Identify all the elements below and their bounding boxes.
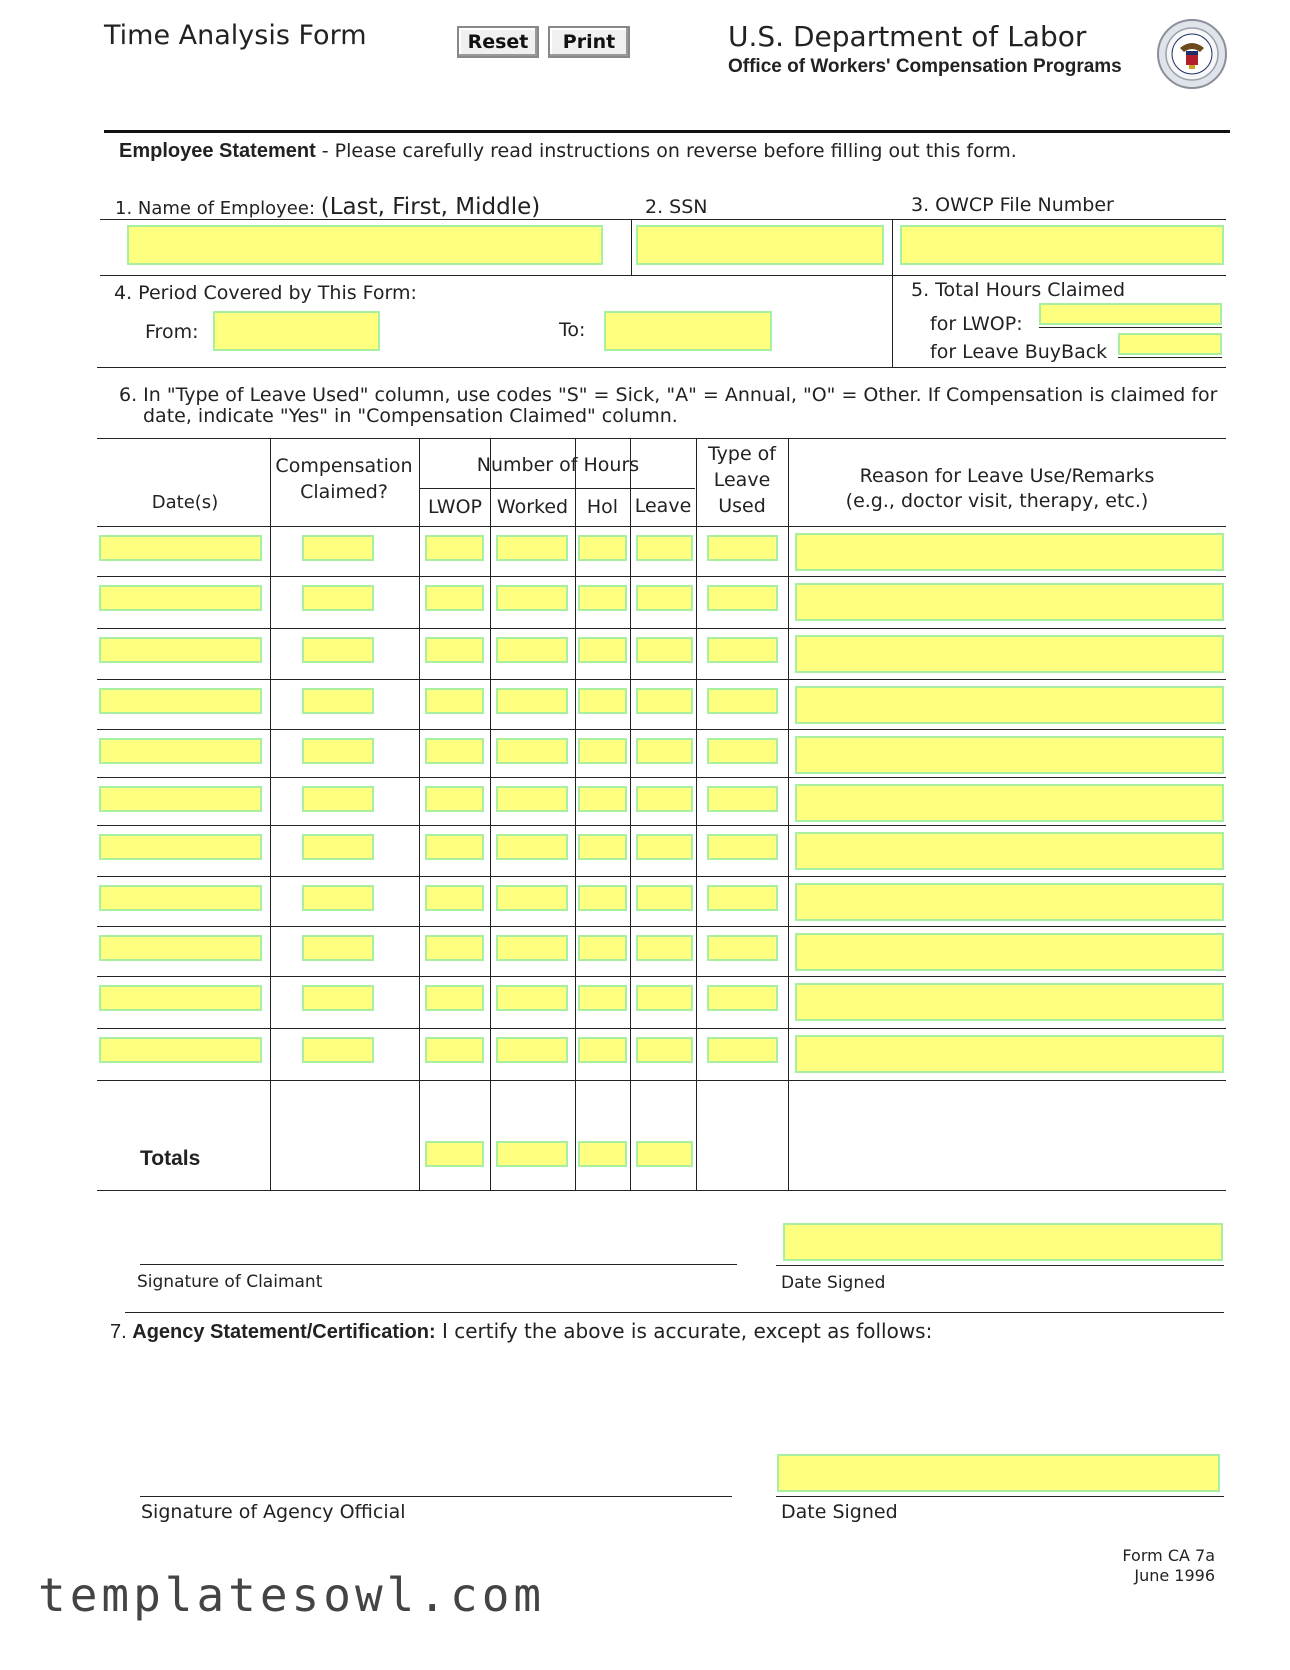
period-label: 4. Period Covered by This Form: <box>114 282 417 304</box>
worked-hours-cell[interactable] <box>496 535 568 561</box>
column-divider <box>788 438 789 1190</box>
row-divider <box>97 825 1226 826</box>
agency-statement-title: Agency Statement/Certification: <box>132 1321 436 1343</box>
type-of-leave-field[interactable] <box>707 985 778 1011</box>
leave-hours-cell[interactable] <box>636 738 693 764</box>
type-of-leave-field[interactable] <box>707 834 778 860</box>
reason-remarks-field[interactable] <box>795 933 1224 971</box>
lwop-hours-cell[interactable] <box>425 786 484 812</box>
claimant-date-signed-field[interactable] <box>783 1223 1223 1261</box>
row-divider <box>97 576 1226 577</box>
row-divider <box>97 679 1226 680</box>
leave-hours-cell[interactable] <box>636 1037 693 1063</box>
type-of-leave-field[interactable] <box>707 786 778 812</box>
type-of-leave-field[interactable] <box>707 935 778 961</box>
total-hol-field[interactable] <box>578 1141 627 1167</box>
total-lwop-field[interactable] <box>425 1141 484 1167</box>
type-of-leave-field[interactable] <box>707 637 778 663</box>
col-header-type-3: Used <box>718 495 766 517</box>
reason-remarks-field[interactable] <box>795 736 1224 774</box>
date-field[interactable] <box>99 637 262 663</box>
reason-remarks-field[interactable] <box>795 1035 1224 1073</box>
rule <box>140 1496 732 1497</box>
compensation-claimed-field[interactable] <box>302 834 374 860</box>
compensation-claimed-field[interactable] <box>302 786 374 812</box>
worked-hours-cell[interactable] <box>496 885 568 911</box>
hol-hours-cell[interactable] <box>578 688 627 714</box>
name-hint: (Last, First, Middle) <box>320 194 541 220</box>
row-divider <box>97 876 1226 877</box>
col-header-dates: Date(s) <box>151 492 219 513</box>
compensation-claimed-field[interactable] <box>302 985 374 1011</box>
hol-hours-cell[interactable] <box>578 637 627 663</box>
owcp-label: 3. OWCP File Number <box>911 194 1114 216</box>
compensation-claimed-field[interactable] <box>302 935 374 961</box>
row-divider <box>97 729 1226 730</box>
column-divider <box>575 438 576 1190</box>
col-header-worked: Worked <box>496 496 569 518</box>
compensation-claimed-field[interactable] <box>302 885 374 911</box>
col-header-lwop: LWOP <box>427 496 483 518</box>
lwop-hours-cell[interactable] <box>425 985 484 1011</box>
instructions-line-1: 6. In "Type of Leave Used" column, use codes "S" = Sick, "A" = Annual, "O" = Other. If Compensation is claimed for <box>119 384 1218 406</box>
agency-statement <box>110 1319 932 1344</box>
rule <box>776 1496 1224 1497</box>
reason-remarks-field[interactable] <box>795 983 1224 1021</box>
type-of-leave-field[interactable] <box>707 885 778 911</box>
date-field[interactable] <box>99 585 262 611</box>
lwop-hours-cell[interactable] <box>425 535 484 561</box>
date-field[interactable] <box>99 786 262 812</box>
lwop-hours-cell[interactable] <box>425 738 484 764</box>
form-number: Form CA 7a <box>1122 1546 1215 1565</box>
reason-remarks-field[interactable] <box>795 686 1224 724</box>
date-field[interactable] <box>99 535 262 561</box>
date-field[interactable] <box>99 1037 262 1063</box>
rule <box>125 1312 1224 1313</box>
leave-hours-cell[interactable] <box>636 885 693 911</box>
reason-remarks-field[interactable] <box>795 635 1224 673</box>
column-divider <box>270 438 271 1190</box>
leave-hours-cell[interactable] <box>636 935 693 961</box>
form-title: Time Analysis Form <box>104 20 367 51</box>
date-field[interactable] <box>99 688 262 714</box>
col-header-comp-2: Claimed? <box>300 481 388 503</box>
worked-hours-cell[interactable] <box>496 985 568 1011</box>
worked-hours-cell[interactable] <box>496 786 568 812</box>
hol-hours-cell[interactable] <box>578 535 627 561</box>
employee-statement-title: Employee Statement <box>119 140 316 162</box>
row-divider <box>97 926 1226 927</box>
reason-remarks-field[interactable] <box>795 883 1224 921</box>
total-leave-field[interactable] <box>636 1141 693 1167</box>
leave-hours-cell[interactable] <box>636 834 693 860</box>
worked-hours-cell[interactable] <box>496 637 568 663</box>
claimant-signature-label: Signature of Claimant <box>137 1272 323 1292</box>
rule <box>776 1265 1224 1266</box>
leave-hours-cell[interactable] <box>636 535 693 561</box>
date-field[interactable] <box>99 885 262 911</box>
col-header-hours: Number of Hours <box>476 454 640 476</box>
hol-hours-cell[interactable] <box>578 935 627 961</box>
column-divider <box>696 438 697 1190</box>
office-name: Office of Workers' Compensation Programs <box>728 56 1122 77</box>
row-divider <box>97 628 1226 629</box>
column-divider <box>490 438 491 1190</box>
print-button[interactable]: Print <box>548 26 630 58</box>
to-label: To: <box>559 319 586 341</box>
buyback-hours-label: for Leave BuyBack <box>930 341 1108 363</box>
compensation-claimed-field[interactable] <box>302 738 374 764</box>
row-divider <box>97 1028 1226 1029</box>
table-bottom-rule <box>97 1190 1226 1191</box>
reason-remarks-field[interactable] <box>795 583 1224 621</box>
date-field[interactable] <box>99 834 262 860</box>
col-header-reason-2: (e.g., doctor visit, therapy, etc.) <box>845 490 1149 512</box>
lwop-hours-label: for LWOP: <box>930 313 1023 335</box>
worked-hours-cell[interactable] <box>496 935 568 961</box>
col-header-reason-1: Reason for Leave Use/Remarks <box>859 465 1155 487</box>
worked-hours-cell[interactable] <box>496 688 568 714</box>
date-field[interactable] <box>99 738 262 764</box>
total-worked-field[interactable] <box>496 1141 568 1167</box>
type-of-leave-field[interactable] <box>707 688 778 714</box>
row-divider <box>97 777 1226 778</box>
name-label-text: 1. Name of Employee: <box>115 198 316 219</box>
date-field[interactable] <box>99 985 262 1011</box>
form-date: June 1996 <box>1134 1566 1215 1585</box>
ssn-label: 2. SSN <box>645 196 708 218</box>
col-header-type-1: Type of <box>708 443 776 465</box>
hol-hours-cell[interactable] <box>578 738 627 764</box>
worked-hours-cell[interactable] <box>496 585 568 611</box>
compensation-claimed-field[interactable] <box>302 688 374 714</box>
total-hours-label: 5. Total Hours Claimed <box>911 279 1126 301</box>
worked-hours-cell[interactable] <box>496 1037 568 1063</box>
agency-date-signed-label: Date Signed <box>781 1501 898 1523</box>
agency-official-signature-label: Signature of Agency Official <box>141 1501 406 1523</box>
rule <box>140 1264 737 1265</box>
reset-button[interactable]: Reset <box>457 26 539 58</box>
reason-remarks-field[interactable] <box>795 784 1224 822</box>
hol-hours-cell[interactable] <box>578 585 627 611</box>
col-header-hol: Hol <box>586 496 619 518</box>
compensation-claimed-field[interactable] <box>302 1037 374 1063</box>
compensation-claimed-field[interactable] <box>302 637 374 663</box>
from-label: From: <box>145 321 199 343</box>
instructions-line-2: date, indicate "Yes" in "Compensation Claimed" column. <box>143 405 678 427</box>
lwop-hours-cell[interactable] <box>425 585 484 611</box>
lwop-hours-cell[interactable] <box>425 637 484 663</box>
hol-hours-cell[interactable] <box>578 985 627 1011</box>
leave-hours-cell[interactable] <box>636 637 693 663</box>
totals-label: Totals <box>140 1147 201 1170</box>
hol-hours-cell[interactable] <box>578 1037 627 1063</box>
rule <box>97 438 1226 439</box>
rule <box>419 488 695 489</box>
column-divider <box>419 438 420 1190</box>
compensation-claimed-field[interactable] <box>302 535 374 561</box>
compensation-claimed-field[interactable] <box>302 585 374 611</box>
column-divider <box>630 438 631 1190</box>
leave-hours-cell[interactable] <box>636 585 693 611</box>
row-divider <box>97 1080 1226 1081</box>
employee-statement-text: - Please carefully read instructions on reverse before filling out this form. <box>315 140 1017 162</box>
hol-hours-cell[interactable] <box>578 885 627 911</box>
lwop-hours-cell[interactable] <box>425 1037 484 1063</box>
type-of-leave-field[interactable] <box>707 585 778 611</box>
lwop-hours-cell[interactable] <box>425 834 484 860</box>
claimant-date-signed-label: Date Signed <box>781 1273 886 1293</box>
type-of-leave-field[interactable] <box>707 535 778 561</box>
leave-hours-cell[interactable] <box>636 786 693 812</box>
hol-hours-cell[interactable] <box>578 786 627 812</box>
agency-statement-text: I certify the above is accurate, except as follows: <box>435 1319 933 1343</box>
row-divider <box>97 976 1226 977</box>
lwop-hours-cell[interactable] <box>425 935 484 961</box>
lwop-hours-cell[interactable] <box>425 688 484 714</box>
lwop-hours-cell[interactable] <box>425 885 484 911</box>
worked-hours-cell[interactable] <box>496 738 568 764</box>
agency-statement-number: 7. <box>110 1321 133 1343</box>
reason-remarks-field[interactable] <box>795 533 1224 571</box>
watermark: templatesowl.com <box>38 1568 546 1622</box>
col-header-comp-1: Compensation <box>275 455 413 477</box>
hol-hours-cell[interactable] <box>578 834 627 860</box>
leave-hours-cell[interactable] <box>636 985 693 1011</box>
date-field[interactable] <box>99 935 262 961</box>
type-of-leave-field[interactable] <box>707 738 778 764</box>
agency-date-signed-field[interactable] <box>777 1454 1220 1492</box>
col-header-leave: Leave <box>634 495 692 517</box>
col-header-type-2: Leave <box>713 469 771 491</box>
worked-hours-cell[interactable] <box>496 834 568 860</box>
leave-hours-cell[interactable] <box>636 688 693 714</box>
type-of-leave-field[interactable] <box>707 1037 778 1063</box>
reason-remarks-field[interactable] <box>795 832 1224 870</box>
rule <box>97 526 1226 527</box>
agency-name: U.S. Department of Labor <box>728 20 1087 53</box>
